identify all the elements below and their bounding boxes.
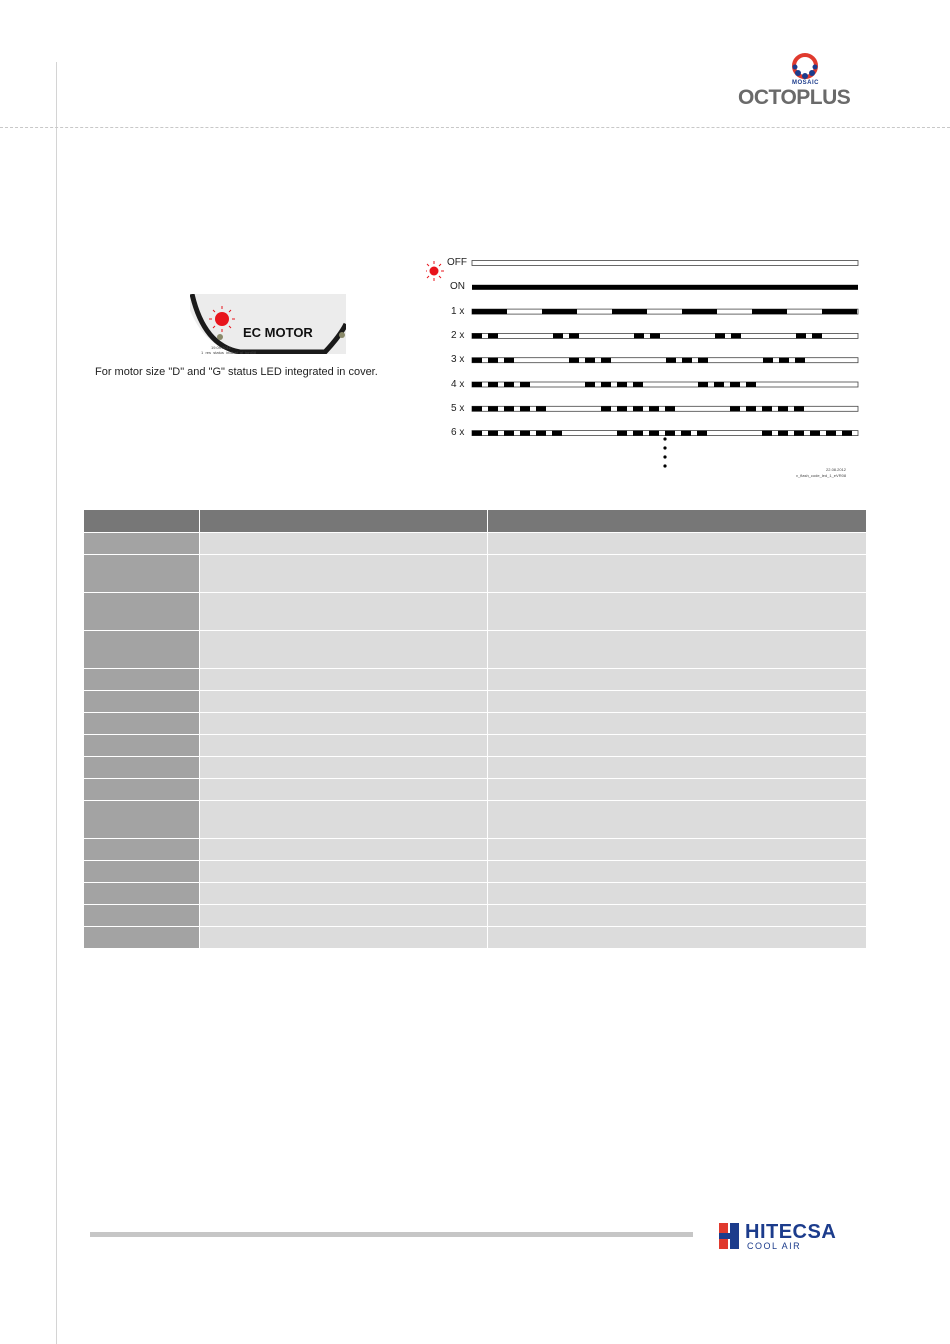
table-cell — [84, 593, 200, 631]
flash-pulse — [472, 309, 507, 314]
flash-pulse — [542, 309, 577, 314]
table-cell — [200, 757, 488, 779]
flash-bar-track — [472, 309, 858, 314]
flash-pulse — [842, 431, 852, 436]
table-cell — [200, 691, 488, 713]
flash-pulse — [520, 382, 530, 387]
table-cell — [200, 533, 488, 555]
flash-pulse — [794, 406, 804, 411]
motor-photo-reference: 19.09.2012 1_res_status_indikat_ql_jpnt08 — [201, 345, 257, 354]
flash-code-label: 6 x — [451, 427, 465, 439]
flash-pulse — [504, 382, 514, 387]
flash-pulse — [634, 333, 644, 338]
table-row — [84, 533, 866, 555]
flash-pulse — [536, 431, 546, 436]
flash-pulse — [472, 382, 482, 387]
flash-pulse — [552, 431, 562, 436]
table-row — [84, 757, 866, 779]
flash-pulse — [746, 382, 756, 387]
flash-pulse — [488, 358, 498, 363]
flash-pulse — [472, 358, 482, 363]
flash-pulse — [504, 406, 514, 411]
led-flash-code-diagram — [426, 252, 866, 482]
flash-pulse — [472, 333, 482, 338]
flash-pulse — [763, 358, 773, 363]
flash-pulse — [601, 358, 611, 363]
flash-pulse — [665, 406, 675, 411]
table-cell — [84, 533, 200, 555]
table-cell — [84, 757, 200, 779]
hitecsa-logo — [716, 1220, 876, 1254]
table-cell — [84, 839, 200, 861]
status-code-table — [84, 510, 866, 948]
continuation-dot — [663, 464, 666, 467]
table-cell — [84, 691, 200, 713]
table-cell — [84, 735, 200, 757]
table-cell — [84, 883, 200, 905]
table-row — [84, 839, 866, 861]
flash-pulse — [504, 431, 514, 436]
flash-pulse — [585, 358, 595, 363]
octoplus-logo — [735, 52, 875, 112]
logo-brand-text: OCTOPLUS — [738, 86, 851, 109]
flash-pulse — [553, 333, 563, 338]
flash-pulse — [697, 431, 707, 436]
table-cell — [200, 735, 488, 757]
table-cell — [84, 801, 200, 839]
table-cell — [488, 757, 867, 779]
flash-pulse — [472, 431, 482, 436]
flash-pulse — [826, 431, 836, 436]
table-cell — [84, 927, 200, 949]
table-header-cell — [200, 510, 488, 533]
flash-pulse — [633, 382, 643, 387]
table-cell — [488, 533, 867, 555]
flash-pulse — [778, 431, 788, 436]
status-led-icon — [209, 306, 235, 332]
table-header-cell — [488, 510, 867, 533]
flash-pulse — [617, 406, 627, 411]
table-cell — [84, 905, 200, 927]
flash-pulse — [633, 431, 643, 436]
flash-code-label: ON — [450, 281, 465, 293]
hitecsa-emblem-icon — [716, 1220, 744, 1252]
table-row — [84, 905, 866, 927]
flash-pulse — [665, 431, 675, 436]
table-cell — [200, 861, 488, 883]
table-cell — [488, 905, 867, 927]
flash-code-label: 1 x — [451, 305, 465, 317]
table-cell — [200, 631, 488, 669]
flash-bar-off — [472, 261, 858, 266]
flash-pulse — [472, 406, 482, 411]
table-header-cell — [84, 510, 200, 533]
flash-pulse — [601, 382, 611, 387]
table-row — [84, 555, 866, 593]
flash-pulse — [812, 333, 822, 338]
flash-code-label: 2 x — [451, 329, 465, 341]
flash-pulse — [488, 431, 498, 436]
flash-pulse — [536, 406, 546, 411]
flash-pulse — [569, 333, 579, 338]
table-row — [84, 801, 866, 839]
flash-code-label: 5 x — [451, 402, 465, 414]
flash-pulse — [794, 431, 804, 436]
flash-pulse — [612, 309, 647, 314]
hitecsa-subtitle: COOL AIR — [747, 1241, 802, 1251]
flash-pulse — [698, 382, 708, 387]
status-led-icon — [426, 261, 444, 281]
flash-code-label: 4 x — [451, 378, 465, 390]
table-cell — [200, 593, 488, 631]
flash-pulse — [822, 309, 857, 314]
flash-pulse — [731, 333, 741, 338]
table-cell — [84, 631, 200, 669]
table-cell — [488, 691, 867, 713]
table-cell — [200, 713, 488, 735]
table-cell — [488, 927, 867, 949]
table-row — [84, 691, 866, 713]
table-cell — [488, 861, 867, 883]
table-cell — [488, 839, 867, 861]
table-row — [84, 779, 866, 801]
table-cell — [488, 801, 867, 839]
table-cell — [488, 555, 867, 593]
flash-pulse — [650, 333, 660, 338]
ec-motor-photo — [190, 294, 346, 354]
logo-mosaic-text: MOSAIC — [792, 80, 819, 86]
flash-pulse — [617, 431, 627, 436]
footer-divider — [90, 1232, 693, 1237]
table-row — [84, 883, 866, 905]
flash-pulse — [488, 333, 498, 338]
flash-pulse — [715, 333, 725, 338]
flash-pulse — [796, 333, 806, 338]
flash-pulse — [601, 406, 611, 411]
flash-pulse — [778, 406, 788, 411]
flash-pulse — [730, 382, 740, 387]
table-row — [84, 927, 866, 949]
flash-pulse — [585, 382, 595, 387]
table-cell — [488, 713, 867, 735]
flash-pulse — [779, 358, 789, 363]
table-row — [84, 593, 866, 631]
table-cell — [84, 861, 200, 883]
table-cell — [488, 883, 867, 905]
left-margin-line — [56, 62, 57, 1344]
flash-pulse — [488, 382, 498, 387]
table-cell — [488, 779, 867, 801]
table-row — [84, 631, 866, 669]
flash-pulse — [682, 309, 717, 314]
continuation-dot — [663, 446, 666, 449]
table-cell — [488, 631, 867, 669]
table-cell — [84, 713, 200, 735]
flash-pulse — [746, 406, 756, 411]
flash-pulse — [762, 431, 772, 436]
table-cell — [200, 905, 488, 927]
table-row — [84, 861, 866, 883]
flash-pulse — [682, 358, 692, 363]
table-row — [84, 713, 866, 735]
table-cell — [488, 669, 867, 691]
continuation-dot — [663, 437, 666, 440]
flash-pulse — [795, 358, 805, 363]
table-cell — [84, 555, 200, 593]
flash-bar-on — [472, 285, 858, 290]
flash-pulse — [810, 431, 820, 436]
flash-pulse — [488, 406, 498, 411]
motor-caption: For motor size "D" and "G" status LED integrated in cover. — [95, 366, 378, 378]
flash-pulse — [762, 406, 772, 411]
flash-pulse — [666, 358, 676, 363]
flash-pulse — [698, 358, 708, 363]
table-cell — [200, 669, 488, 691]
hitecsa-brand-text: HITECSA — [745, 1221, 837, 1243]
table-cell — [488, 593, 867, 631]
flash-pulse — [617, 382, 627, 387]
table-cell — [200, 779, 488, 801]
table-cell — [200, 927, 488, 949]
octoplus-emblem-icon — [735, 52, 875, 82]
flash-pulse — [520, 431, 530, 436]
flash-pulse — [633, 406, 643, 411]
flash-code-label: 3 x — [451, 354, 465, 366]
table-row — [84, 735, 866, 757]
flash-pulse — [714, 382, 724, 387]
flash-pulse — [681, 431, 691, 436]
flash-pulse — [649, 431, 659, 436]
table-cell — [200, 555, 488, 593]
flash-pulse — [569, 358, 579, 363]
continuation-dot — [663, 455, 666, 458]
flash-pulse — [649, 406, 659, 411]
table-cell — [488, 735, 867, 757]
flash-pulse — [504, 358, 514, 363]
table-row — [84, 669, 866, 691]
table-cell — [200, 839, 488, 861]
flash-pulse — [752, 309, 787, 314]
ec-motor-label: EC MOTOR — [243, 325, 313, 340]
table-cell — [200, 801, 488, 839]
flash-code-bars — [426, 252, 866, 482]
flash-pulse — [520, 406, 530, 411]
header-divider — [0, 127, 950, 128]
table-cell — [200, 883, 488, 905]
table-cell — [84, 669, 200, 691]
diagram-reference: 22.08.2012 v_flash_code_led_1_eVR08 — [796, 467, 847, 478]
flash-code-label: OFF — [447, 257, 467, 268]
table-cell — [84, 779, 200, 801]
flash-pulse — [730, 406, 740, 411]
